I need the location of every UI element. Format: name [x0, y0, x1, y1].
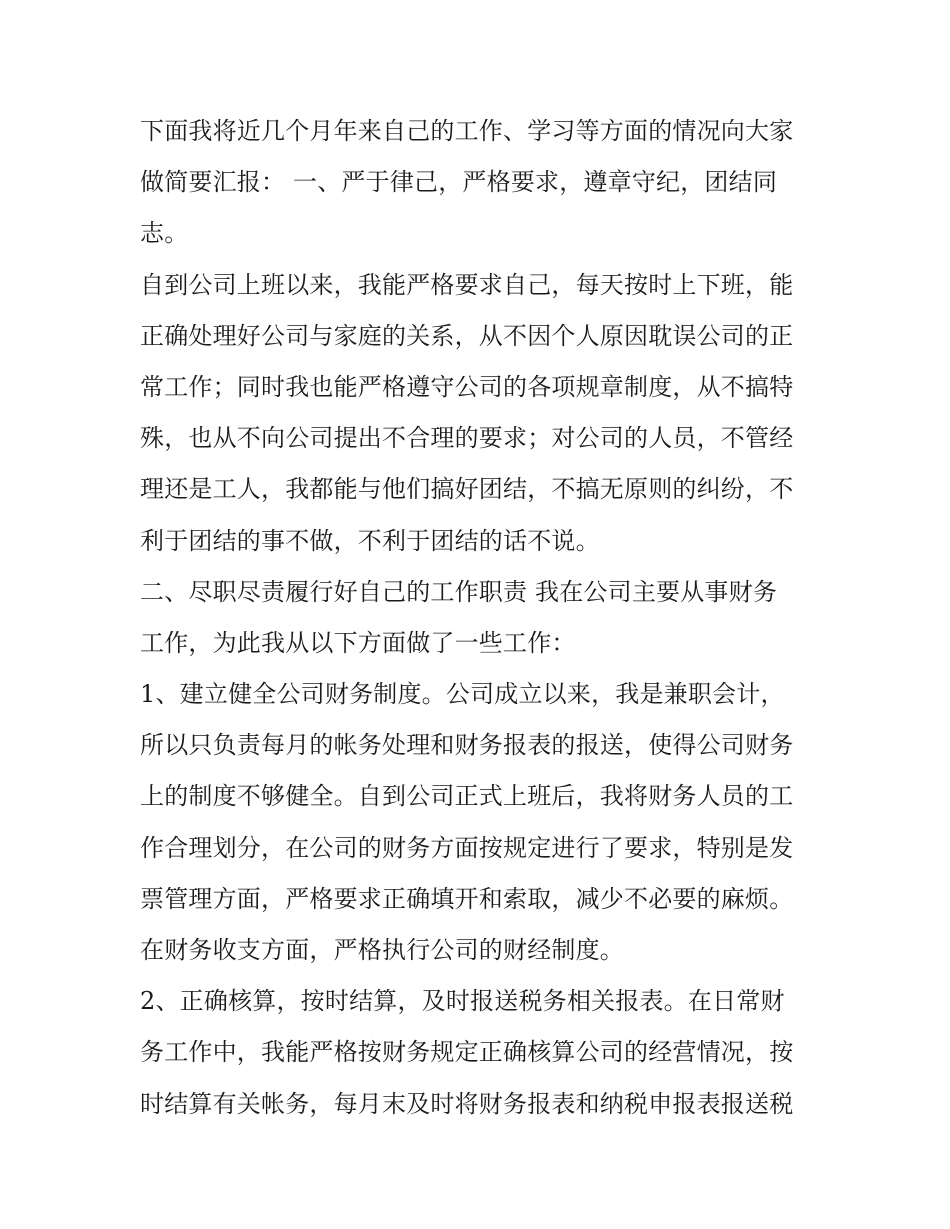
text-line: 二、尽职尽责履行好自己的工作职责 我在公司主要从事财务	[140, 577, 778, 606]
text-line: 理还是工人，我都能与他们搞好团结，不搞无原则的纠纷，不	[140, 475, 794, 504]
text-line: 正确处理好公司与家庭的关系，从不因个人原因耽误公司的正	[140, 321, 794, 350]
text-line: 常工作；同时我也能严格遵守公司的各项规章制度，从不搞特	[140, 372, 794, 401]
text-line: 在财务收支方面，严格执行公司的财经制度。	[140, 936, 624, 964]
text-line: 工作，为此我从以下方面做了一些工作：	[140, 628, 576, 657]
text-line: 时结算有关帐务，每月末及时将财务报表和纳税申报表报送税	[140, 1089, 794, 1118]
text-line: 1、建立健全公司财务制度。公司成立以来，我是兼职会计，	[140, 680, 785, 709]
text-line: 志。	[140, 219, 189, 248]
text-line: 上的制度不够健全。自到公司正式上班后，我将财务人员的工	[140, 782, 794, 811]
text-line: 务工作中，我能严格按财务规定正确核算公司的经营情况，按	[140, 1038, 794, 1067]
text-line: 作合理划分，在公司的财务方面按规定进行了要求，特别是发	[140, 833, 794, 862]
text-line: 殊，也从不向公司提出不合理的要求；对公司的人员，不管经	[140, 424, 794, 453]
text-line: 做简要汇报： 一、严于律己，严格要求，遵章守纪，团结同	[140, 168, 778, 197]
text-line: 所以只负责每月的帐务处理和财务报表的报送，使得公司财务	[140, 731, 794, 760]
text-line: 下面我将近几个月年来自己的工作、学习等方面的情况向大家	[140, 117, 794, 145]
document-body	[140, 106, 816, 1130]
text-line: 2、正确核算，按时结算，及时报送税务相关报表。在日常财	[140, 987, 785, 1016]
text-line: 自到公司上班以来，我能严格要求自己，每天按时上下班，能	[140, 270, 794, 299]
text-line: 利于团结的事不做，不利于团结的话不说。	[140, 526, 600, 555]
text-line: 票管理方面，严格要求正确填开和索取，减少不必要的麻烦。	[140, 884, 794, 913]
